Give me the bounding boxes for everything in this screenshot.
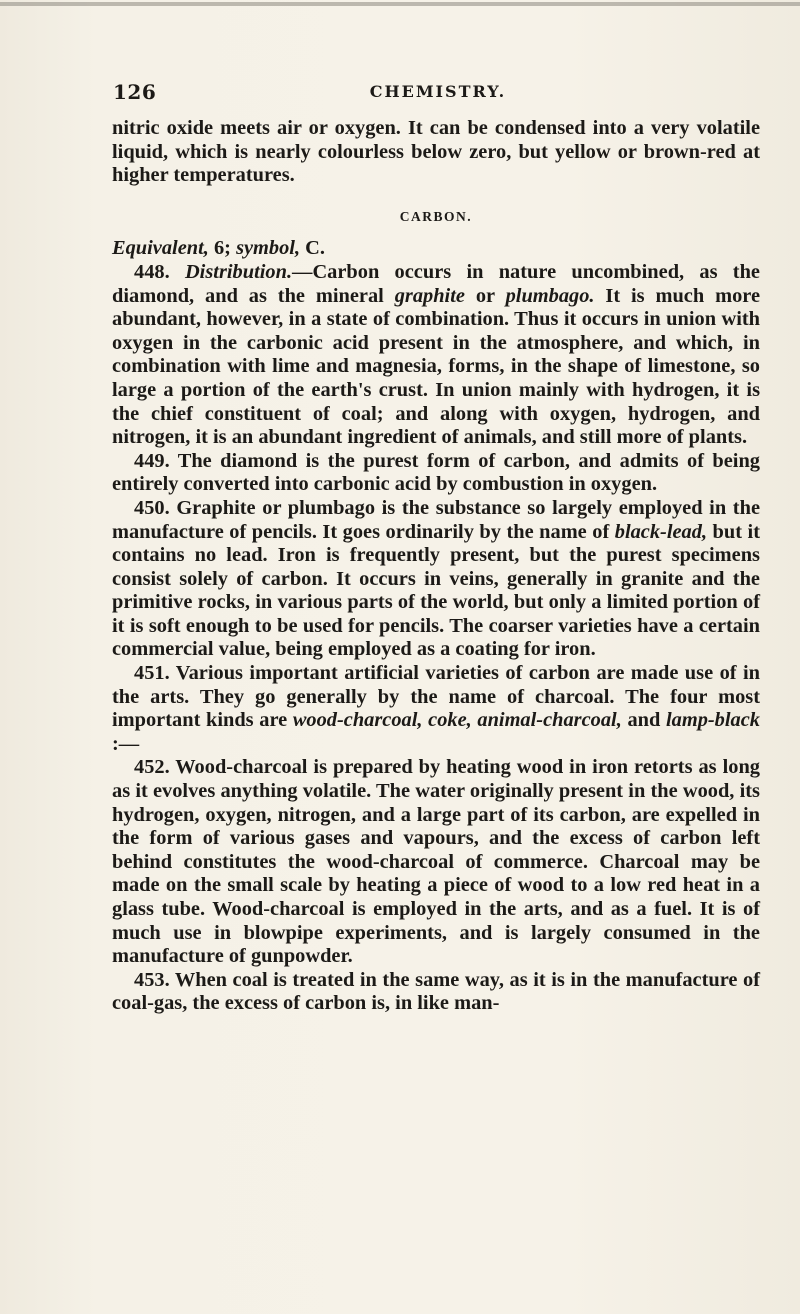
page-header: [113, 80, 763, 108]
page-number: 126: [113, 80, 157, 104]
paragraph-text: and: [621, 709, 666, 732]
paragraph-text: —Carbon occurs in nature uncombined, as the diamond, and as the mineral: [112, 260, 760, 307]
equivalent-symbol-line: [112, 237, 760, 261]
term-black-lead: black-lead,: [614, 520, 708, 543]
section-heading-carbon: CARBON.: [399, 208, 473, 224]
equivalent-label: Equivalent,: [112, 237, 209, 260]
term-charcoal-kinds: wood-charcoal, coke, animal-charcoal,: [292, 709, 622, 732]
running-head: CHEMISTRY.: [369, 82, 507, 101]
paragraph-text: :—: [112, 732, 140, 755]
paragraph-453: 453. When coal is treated in the same way, as it is in the manufacture of coal-gas, the excess of carbon is, in like man-: [112, 968, 760, 1015]
paragraph-text: or: [464, 284, 506, 307]
opening-paragraph: nitric oxide meets air or oxygen. It can be condensed into a very volatile liquid, which is nearly colourless below zero, but yellow or brown-red at higher temperatures.: [112, 117, 760, 187]
paragraph-text: 451. Various important artificial varieties of carbon are made use of in the arts. They go generally by the name of charcoal. The four most important kinds are: [112, 662, 760, 732]
paragraph-title-distribution: Distribution.: [184, 260, 293, 283]
paragraph-452: 452. Wood-charcoal is prepared by heating wood in iron retorts as long as it evolves anything volatile. The water originally present in the wood, its hydrogen, oxygen, nitrogen, and a large part of its carbon, are expelled in the form of various gases and vapours, and the excess of carbon left behind constitutes the wood-charcoal of commerce. Charcoal may be made on the small scale by heating a piece of wood to a low red heat in a glass tube. Wood-charcoal is employed in the arts, and as a fuel. It is of much use in blowpipe experiments, and is largely consumed in the manufacture of gunpowder.: [112, 756, 760, 968]
term-graphite: graphite: [394, 284, 465, 307]
paragraph-text: It is much more abundant, however, in a state of combination. Thus it occurs in union with oxygen in the carbonic acid present in the atmosphere, and which, in combination with lime and magnesia, forms, in the shape of limestone, so large a portion of the earth's crust. In union mainly with hydrogen, it is the chief constituent of coal; and along with oxygen, hydrogen, and nitrogen, it is an abundant ingredient of animals, and still more of plants.: [112, 284, 760, 449]
paragraph-451: [112, 662, 760, 756]
paragraph-450: [112, 497, 760, 662]
paragraph-449: 449. The diamond is the purest form of carbon, and admits of being entirely converted into carbonic acid by combustion in oxygen.: [112, 449, 760, 496]
paragraph-text: but it contains no lead. Iron is frequently present, but the purest specimens consist solely of carbon. It occurs in veins, generally in granite and the primitive rocks, in various parts of the world, but only a limited portion of it is soft enough to be used for pencils. The coarser varieties have a certain commercial value, being employed as a coating for iron.: [112, 520, 760, 661]
symbol-value: C.: [300, 237, 325, 260]
paragraph-text: 450. Graphite or plumbago is the substance so largely employed in the manufacture of pencils. It goes ordinarily by the name of: [112, 496, 760, 543]
term-plumbago: plumbago.: [505, 284, 595, 307]
paragraph-448: [112, 261, 760, 450]
body-text: [112, 117, 760, 1016]
equivalent-value: 6;: [208, 237, 237, 260]
top-edge-rule: [0, 2, 800, 6]
paragraph-number: 448.: [134, 260, 185, 283]
term-lamp-black: lamp-black: [665, 709, 760, 732]
symbol-label: symbol,: [236, 237, 301, 260]
